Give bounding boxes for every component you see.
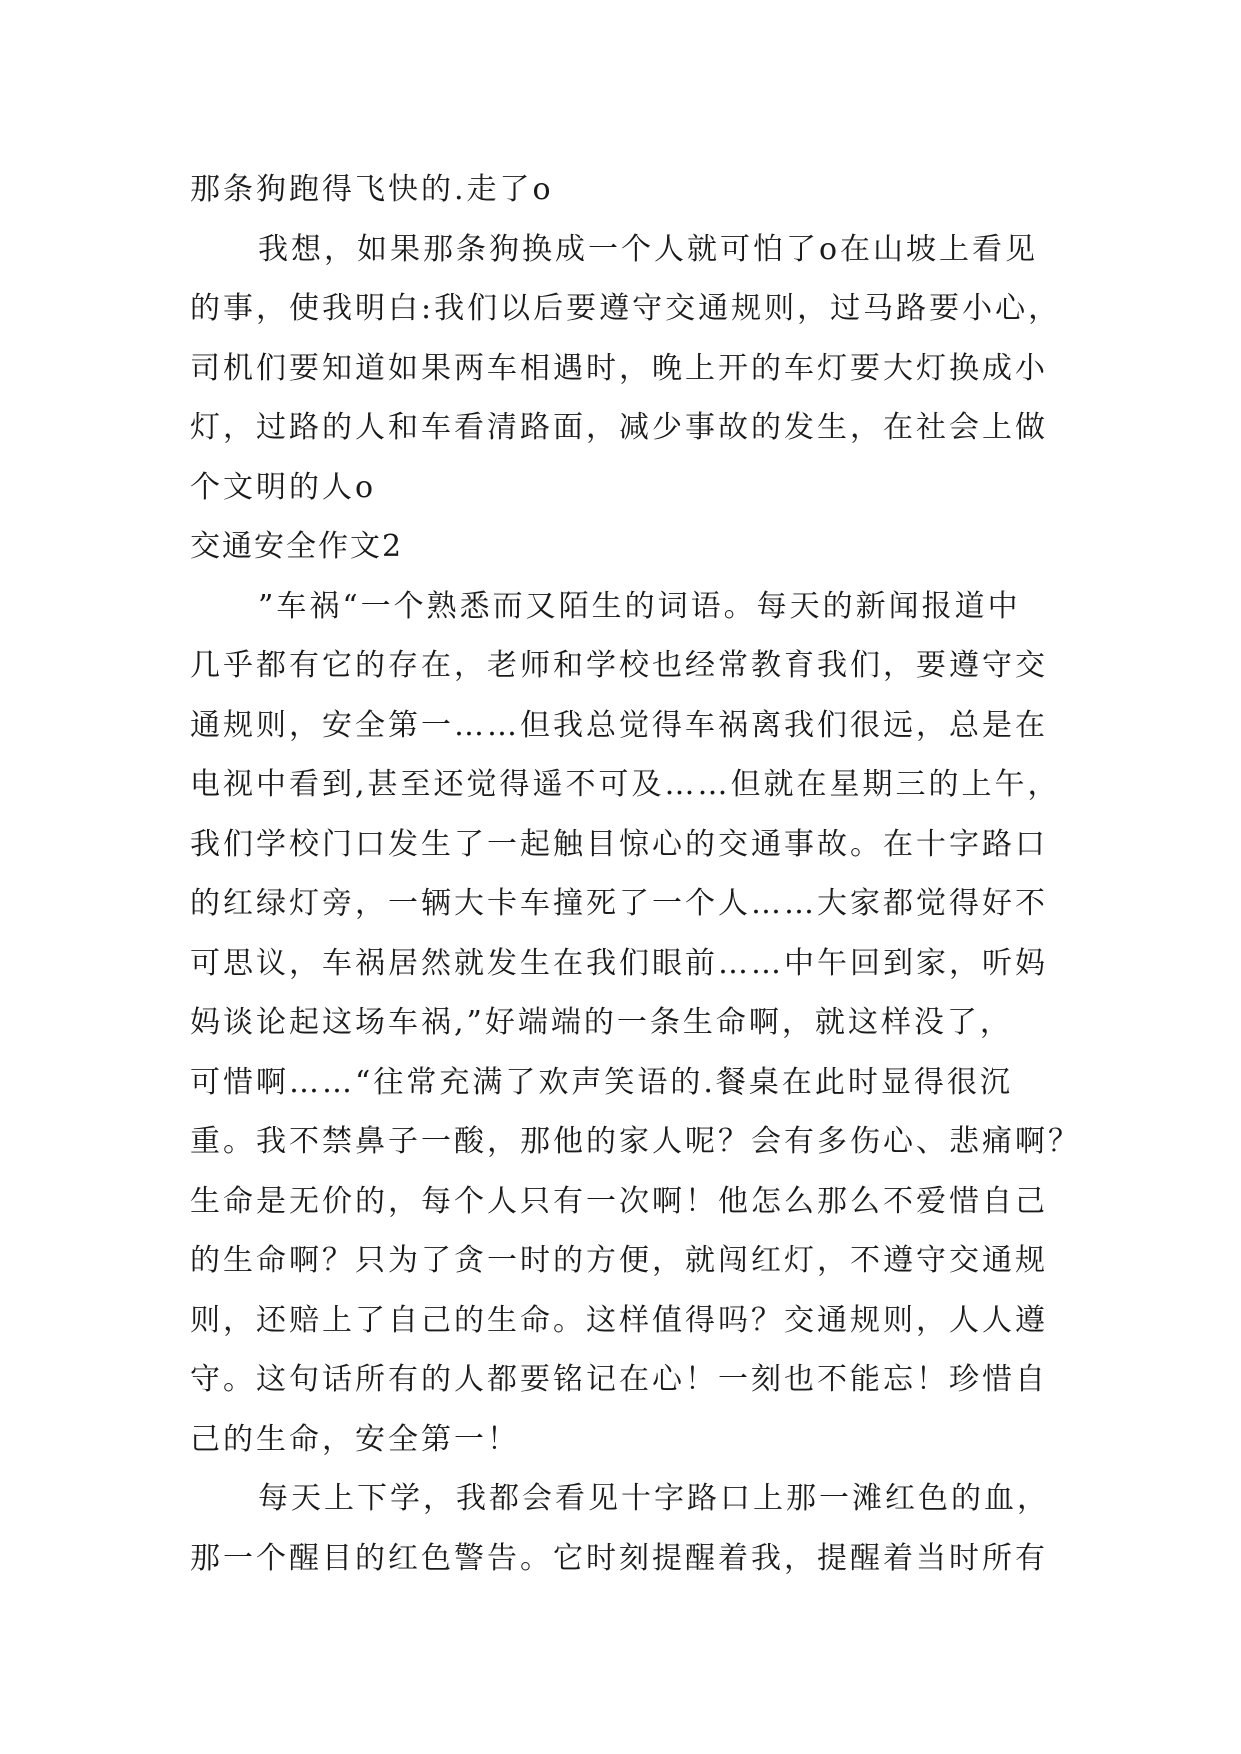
text-line: 生命是无价的，每个人只有一次啊！他怎么那么不爱惜自己 [190,1183,1048,1219]
document-body [190,160,1081,1588]
text-line: 重。我不禁鼻子一酸，那他的家人呢？会有多伤心、悲痛啊？ [190,1124,1081,1159]
text-line: 几乎都有它的存在，老师和学校也经常教育我们，要遵守交 [190,648,1048,683]
paragraph-start: ”车祸“一个熟悉而又陌生的词语。每天的新闻报道中 [258,588,1021,624]
text-line: 的生命啊？只为了贪一时的方便，就闯红灯，不遵守交通规 [190,1243,1048,1278]
text-line: 己的生命，安全第一！ [190,1421,520,1457]
text-line: 则，还赔上了自己的生命。这样值得吗？交通规则，人人遵 [190,1302,1048,1338]
text-line: 我们学校门口发生了一起触目惊心的交通事故。在十字路口 [190,826,1048,862]
text-line: 的事，使我明白:我们以后要遵守交通规则，过马路要小心， [190,291,1062,326]
paragraph-start: 每天上下学，我都会看见十字路口上那一滩红色的血， [258,1481,1050,1516]
section-title: 交通安全作文2 [190,529,404,564]
text-line: 可思议，车祸居然就发生在我们眼前……中午回到家，听妈 [190,945,1048,981]
text-line: 那一个醒目的红色警告。它时刻提醒着我，提醒着当时所有 [190,1540,1048,1576]
text-line: 那条狗跑得飞快的.走了o [190,172,554,207]
text-line: 通规则，安全第一……但我总觉得车祸离我们很远，总是在 [190,707,1048,743]
text-line: 灯，过路的人和车看清路面，减少事故的发生，在社会上做 [190,410,1048,445]
text-line: 妈谈论起这场车祸,”好端端的一条生命啊，就这样没了， [190,1005,1013,1040]
text-line: 个文明的人o [190,469,377,505]
text-line: 司机们要知道如果两车相遇时，晚上开的车灯要大灯换成小 [190,350,1048,386]
text-line: 守。这句话所有的人都要铭记在心！一刻也不能忘！珍惜自 [190,1362,1048,1397]
text-line: 可惜啊……“往常充满了欢声笑语的.餐桌在此时显得很沉 [190,1064,1013,1100]
text-line: 的红绿灯旁，一辆大卡车撞死了一个人……大家都觉得好不 [190,886,1048,921]
paragraph-start: 我想，如果那条狗换成一个人就可怕了o在山坡上看见 [258,231,1039,267]
text-line: 电视中看到,甚至还觉得遥不可及……但就在星期三的上午， [190,767,1061,802]
